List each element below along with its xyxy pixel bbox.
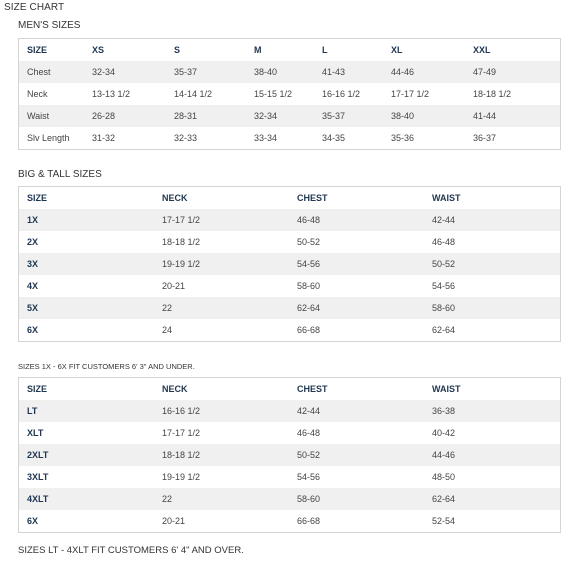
table-row (19, 61, 560, 83)
column-header: SIZE (27, 384, 48, 394)
table-cell: 34-35 (322, 133, 346, 143)
table-cell: 54-56 (297, 472, 321, 482)
table-row (19, 127, 560, 149)
table-cell: 38-40 (391, 105, 473, 127)
row-label: 3XLT (27, 472, 49, 482)
table-cell: 17-17 1/2 (162, 428, 201, 438)
table-cell: 22 (162, 488, 297, 510)
row-label: Slv Length (27, 133, 70, 143)
table-cell: 36-38 (432, 400, 560, 422)
column-header: SIZE (27, 45, 48, 55)
row-label: Waist (19, 105, 92, 127)
column-header: M (254, 45, 262, 55)
table-cell: 20-21 (162, 281, 186, 291)
big-tall-note: SIZES 1X - 6X FIT CUSTOMERS 6' 3" AND UNDER. (18, 362, 195, 371)
row-label: Chest (19, 61, 92, 83)
table-cell: 13-13 1/2 (92, 89, 131, 99)
table-cell: 14-14 1/2 (174, 89, 213, 99)
mens-sizes-table (18, 38, 561, 150)
table-cell: 19-19 1/2 (162, 472, 201, 482)
table-row (19, 83, 560, 105)
table-cell: 44-46 (432, 444, 560, 466)
table-row (19, 400, 560, 422)
row-label: 2X (27, 237, 39, 247)
table-cell: 24 (162, 325, 173, 335)
big-tall-title: BIG & TALL SIZES (18, 169, 102, 180)
page-title: SIZE CHART (4, 2, 65, 13)
table-cell: 58-60 (432, 297, 560, 319)
table-cell: 52-54 (432, 516, 456, 526)
table-cell: 66-68 (297, 325, 321, 335)
table-cell: 47-49 (473, 61, 560, 83)
table-row (19, 231, 560, 253)
table-cell: 44-46 (391, 61, 473, 83)
table-row (19, 297, 560, 319)
table-row (19, 510, 560, 532)
table-cell: 54-56 (432, 281, 456, 291)
table-cell: 58-60 (297, 281, 321, 291)
table-row (19, 319, 560, 341)
column-header: NECK (162, 193, 188, 203)
table-cell: 48-50 (432, 472, 456, 482)
table-cell: 66-68 (297, 516, 321, 526)
table-row (19, 444, 560, 466)
column-header: XL (391, 45, 403, 55)
row-label: 4XLT (19, 488, 162, 510)
table-row (19, 488, 560, 510)
table-cell: 58-60 (297, 488, 432, 510)
column-header: S (174, 45, 181, 55)
table-row (19, 105, 560, 127)
table-cell: 32-34 (254, 105, 322, 127)
table-cell: 16-16 1/2 (162, 400, 297, 422)
table-row (19, 422, 560, 444)
table-cell: 62-64 (297, 297, 432, 319)
table-cell: 18-18 1/2 (162, 237, 201, 247)
table-cell: 46-48 (297, 428, 321, 438)
table-cell: 54-56 (297, 253, 432, 275)
column-header: L (322, 45, 328, 55)
row-label: 6X (27, 516, 39, 526)
table-cell: 41-43 (322, 61, 391, 83)
table-cell: 15-15 1/2 (254, 89, 293, 99)
table-cell: 46-48 (297, 209, 432, 231)
table-cell: 50-52 (297, 444, 432, 466)
table-row (19, 253, 560, 275)
column-header: WAIST (432, 193, 461, 203)
column-header: CHEST (297, 193, 328, 203)
table-row (19, 209, 560, 231)
column-header: NECK (162, 384, 188, 394)
table-cell: 38-40 (254, 61, 322, 83)
table-cell: 31-32 (92, 133, 116, 143)
table-row (19, 275, 560, 297)
table-cell: 19-19 1/2 (162, 253, 297, 275)
table-cell: 20-21 (162, 516, 186, 526)
column-header: CHEST (297, 384, 328, 394)
table-cell: 18-18 1/2 (473, 89, 512, 99)
column-header: XS (92, 45, 105, 55)
table-cell: 17-17 1/2 (162, 209, 297, 231)
lt-sizes-note: SIZES LT - 4XLT FIT CUSTOMERS 6' 4" AND OVER. (18, 545, 244, 556)
table-header-row (19, 378, 560, 400)
row-label: 5X (19, 297, 162, 319)
table-header-row (19, 187, 560, 209)
table-cell: 32-34 (92, 61, 174, 83)
table-cell: 16-16 1/2 (322, 89, 361, 99)
table-cell: 26-28 (92, 105, 174, 127)
table-cell: 32-33 (174, 133, 198, 143)
table-cell: 18-18 1/2 (162, 444, 297, 466)
row-label: LT (19, 400, 162, 422)
row-label: XLT (27, 428, 44, 438)
table-cell: 35-37 (174, 61, 254, 83)
table-cell: 46-48 (432, 237, 456, 247)
table-cell: 33-34 (254, 133, 278, 143)
table-cell: 62-64 (432, 488, 560, 510)
column-header: WAIST (432, 384, 461, 394)
table-cell: 22 (162, 297, 297, 319)
table-cell: 50-52 (297, 237, 321, 247)
column-header: XXL (473, 45, 491, 55)
table-header-row (19, 39, 560, 61)
table-cell: 50-52 (432, 253, 560, 275)
big-tall-table (18, 186, 561, 342)
table-cell: 28-31 (174, 105, 254, 127)
row-label: 4X (27, 281, 39, 291)
row-label: 2XLT (19, 444, 162, 466)
table-cell: 42-44 (297, 400, 432, 422)
mens-sizes-title: MEN'S SIZES (18, 20, 81, 31)
row-label: 1X (19, 209, 162, 231)
table-cell: 42-44 (432, 209, 560, 231)
table-cell: 40-42 (432, 428, 456, 438)
table-cell: 35-37 (322, 105, 391, 127)
table-row (19, 466, 560, 488)
row-label: 6X (27, 325, 39, 335)
lt-sizes-table (18, 377, 561, 533)
row-label: Neck (27, 89, 48, 99)
table-cell: 41-44 (473, 105, 560, 127)
table-cell: 62-64 (432, 325, 456, 335)
table-cell: 35-36 (391, 133, 415, 143)
row-label: 3X (19, 253, 162, 275)
column-header: SIZE (27, 193, 48, 203)
table-cell: 36-37 (473, 133, 497, 143)
table-cell: 17-17 1/2 (391, 89, 430, 99)
